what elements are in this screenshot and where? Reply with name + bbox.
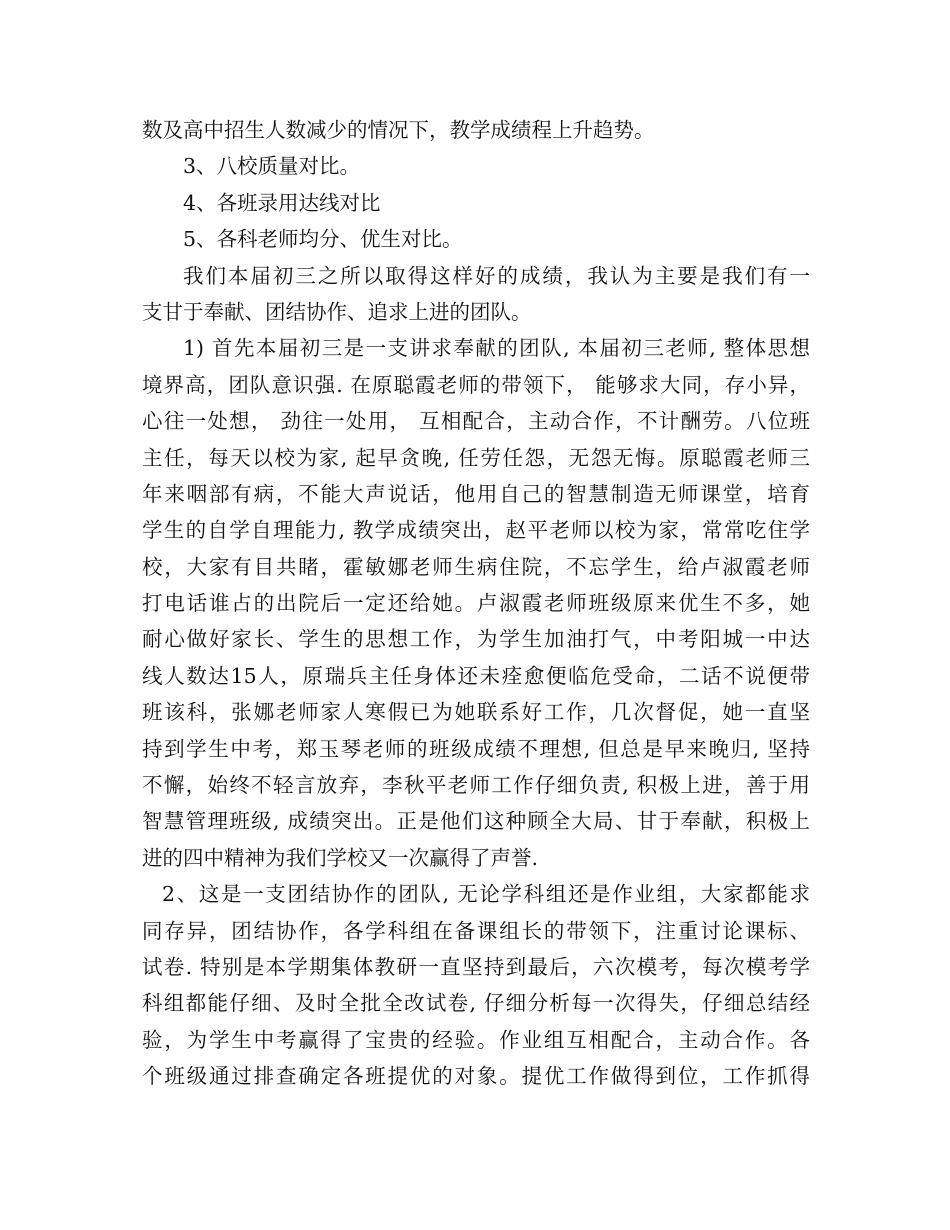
text-line: 境界高，团队意识强. 在原聪霞老师的带领下， 能够求大同，存小异， bbox=[142, 372, 810, 397]
text-line: 线人数达15人，原瑞兵主任身体还未痊愈便临危受命，二话不说便带 bbox=[142, 663, 810, 688]
text-line: 持到学生中考，郑玉琴老师的班级成绩不理想, 但总是早来晚归, 坚持 bbox=[142, 736, 810, 761]
text-line: 班该科，张娜老师家人寒假已为她联系好工作，几次督促，她一直坚 bbox=[142, 700, 810, 725]
text-line: 支甘于奉献、团结协作、追求上进的团队。 bbox=[142, 299, 532, 324]
text-line: 3、八校质量对比。 bbox=[183, 154, 361, 179]
text-line: 我们本届初三之所以取得这样好的成绩，我认为主要是我们有一 bbox=[183, 263, 810, 288]
text-line: 年来咽部有病，不能大声说话，他用自己的智慧制造无师课堂，培育 bbox=[142, 481, 810, 506]
text-line: 同存异，团结协作，各学科组在备课组长的带领下，注重讨论课标、 bbox=[142, 918, 810, 943]
text-line: 校，大家有目共睹，霍敏娜老师生病住院，不忘学生，给卢淑霞老师 bbox=[142, 554, 810, 579]
body-text bbox=[142, 112, 810, 1095]
text-line: 试卷. 特别是本学期集体教研一直坚持到最后，六次模考，每次模考学 bbox=[142, 954, 810, 979]
text-line: 学生的自学自理能力, 教学成绩突出，赵平老师以校为家，常常吃住学 bbox=[142, 518, 810, 543]
text-line: 打电话谁占的出院后一定还给她。卢淑霞老师班级原来优生不多，她 bbox=[142, 591, 810, 616]
text-line: 2、这是一支团结协作的团队, 无论学科组还是作业组，大家都能求 bbox=[162, 882, 810, 907]
text-line: 1) 首先本届初三是一支讲求奉献的团队, 本届初三老师, 整体思想 bbox=[183, 336, 810, 361]
text-line: 智慧管理班级, 成绩突出。正是他们这种顾全大局、甘于奉献，积极上 bbox=[142, 809, 810, 834]
text-line: 进的四中精神为我们学校又一次赢得了声誉. bbox=[142, 845, 539, 870]
text-line: 5、各科老师均分、优生对比。 bbox=[183, 227, 463, 252]
text-line: 主任，每天以校为家, 起早贪晚, 任劳任怨，无怨无悔。原聪霞老师三 bbox=[142, 445, 810, 470]
text-line: 不懈，始终不轻言放弃，李秋平老师工作仔细负责, 积极上进，善于用 bbox=[142, 773, 810, 798]
text-line: 科组都能仔细、及时全批全改试卷, 仔细分析每一次得失，仔细总结经 bbox=[142, 991, 810, 1016]
text-line: 验，为学生中考赢得了宝贵的经验。作业组互相配合，主动合作。各 bbox=[142, 1027, 810, 1052]
text-line: 耐心做好家长、学生的思想工作，为学生加油打气，中考阳城一中达 bbox=[142, 627, 810, 652]
text-line: 个班级通过排查确定各班提优的对象。提优工作做得到位，工作抓得 bbox=[142, 1064, 810, 1089]
text-line: 数及高中招生人数减少的情况下，教学成绩程上升趋势。 bbox=[142, 118, 655, 142]
text-line: 心往一处想， 劲往一处用， 互相配合，主动合作，不计酬劳。八位班 bbox=[142, 409, 810, 434]
text-line: 4、各班录用达线对比 bbox=[183, 190, 381, 215]
